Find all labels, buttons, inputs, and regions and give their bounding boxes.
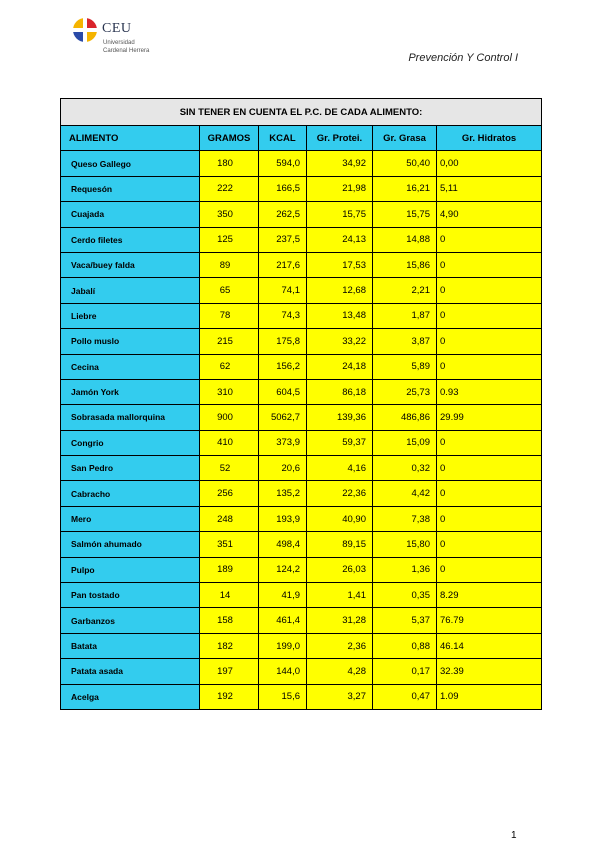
food-name: Garbanzos [61, 608, 200, 633]
protein-value: 86,18 [307, 379, 373, 404]
fat-value: 0,32 [373, 456, 437, 481]
protein-value: 12,68 [307, 278, 373, 303]
grams-value: 158 [200, 608, 259, 633]
fat-value: 15,86 [373, 252, 437, 277]
table-header-row [61, 126, 542, 151]
carbs-value: 0 [437, 252, 542, 277]
table-row [61, 202, 542, 227]
fat-value: 3,87 [373, 329, 437, 354]
table-row [61, 430, 542, 455]
food-name: Vaca/buey falda [61, 252, 200, 277]
col-header-kcal: KCAL [259, 126, 307, 151]
fat-value: 0,17 [373, 659, 437, 684]
carbs-value: 0 [437, 532, 542, 557]
grams-value: 350 [200, 202, 259, 227]
grams-value: 89 [200, 252, 259, 277]
protein-value: 3,27 [307, 684, 373, 709]
protein-value: 59,37 [307, 430, 373, 455]
food-name: Sobrasada mallorquina [61, 405, 200, 430]
protein-value: 15,75 [307, 202, 373, 227]
ceu-emblem-icon [72, 17, 98, 43]
kcal-value: 74,1 [259, 278, 307, 303]
carbs-value: 46.14 [437, 633, 542, 658]
fat-value: 5,37 [373, 608, 437, 633]
carbs-value: 76.79 [437, 608, 542, 633]
grams-value: 62 [200, 354, 259, 379]
col-header-gramos: GRAMOS [200, 126, 259, 151]
kcal-value: 135,2 [259, 481, 307, 506]
protein-value: 89,15 [307, 532, 373, 557]
grams-value: 189 [200, 557, 259, 582]
protein-value: 31,28 [307, 608, 373, 633]
table-row [61, 405, 542, 430]
fat-value: 25,73 [373, 379, 437, 404]
fat-value: 486,86 [373, 405, 437, 430]
kcal-value: 156,2 [259, 354, 307, 379]
table-row [61, 379, 542, 404]
food-name: Queso Gallego [61, 151, 200, 176]
grams-value: 310 [200, 379, 259, 404]
protein-value: 21,98 [307, 176, 373, 201]
kcal-value: 461,4 [259, 608, 307, 633]
grams-value: 351 [200, 532, 259, 557]
grams-value: 900 [200, 405, 259, 430]
table-row [61, 329, 542, 354]
protein-value: 33,22 [307, 329, 373, 354]
header-note: Prevención Y Control I [408, 52, 518, 64]
table-row [61, 532, 542, 557]
carbs-value: 0 [437, 456, 542, 481]
protein-value: 24,13 [307, 227, 373, 252]
grams-value: 256 [200, 481, 259, 506]
table-row [61, 506, 542, 531]
kcal-value: 175,8 [259, 329, 307, 354]
carbs-value: 0,00 [437, 151, 542, 176]
carbs-value: 4,90 [437, 202, 542, 227]
protein-value: 40,90 [307, 506, 373, 531]
kcal-value: 594,0 [259, 151, 307, 176]
carbs-value: 0 [437, 227, 542, 252]
grams-value: 52 [200, 456, 259, 481]
carbs-value: 0 [437, 354, 542, 379]
grams-value: 248 [200, 506, 259, 531]
fat-value: 0,47 [373, 684, 437, 709]
fat-value: 0,35 [373, 583, 437, 608]
fat-value: 2,21 [373, 278, 437, 303]
food-name: Salmón ahumado [61, 532, 200, 557]
table-row [61, 303, 542, 328]
table-row [61, 278, 542, 303]
kcal-value: 166,5 [259, 176, 307, 201]
food-name: San Pedro [61, 456, 200, 481]
fat-value: 50,40 [373, 151, 437, 176]
protein-value: 139,36 [307, 405, 373, 430]
food-table [60, 98, 542, 710]
kcal-value: 144,0 [259, 659, 307, 684]
food-name: Congrio [61, 430, 200, 455]
carbs-value: 0 [437, 506, 542, 531]
logo-subtitle-2: Cardenal Herrera [103, 48, 150, 54]
logo-name: CEU [102, 21, 132, 36]
food-name: Cabracho [61, 481, 200, 506]
fat-value: 4,42 [373, 481, 437, 506]
fat-value: 15,09 [373, 430, 437, 455]
carbs-value: 0 [437, 329, 542, 354]
grams-value: 410 [200, 430, 259, 455]
kcal-value: 74,3 [259, 303, 307, 328]
kcal-value: 262,5 [259, 202, 307, 227]
logo-subtitle-1: Universidad [103, 40, 135, 46]
kcal-value: 20,6 [259, 456, 307, 481]
protein-value: 13,48 [307, 303, 373, 328]
table-row [61, 481, 542, 506]
table-title: SIN TENER EN CUENTA EL P.C. DE CADA ALIMENTO: [61, 99, 542, 126]
kcal-value: 193,9 [259, 506, 307, 531]
col-header-grasa: Gr. Grasa [373, 126, 437, 151]
grams-value: 222 [200, 176, 259, 201]
carbs-value: 0 [437, 303, 542, 328]
protein-value: 2,36 [307, 633, 373, 658]
page-number: 1 [511, 830, 517, 841]
kcal-value: 237,5 [259, 227, 307, 252]
kcal-value: 604,5 [259, 379, 307, 404]
grams-value: 197 [200, 659, 259, 684]
carbs-value: 1.09 [437, 684, 542, 709]
carbs-value: 0 [437, 557, 542, 582]
protein-value: 4,28 [307, 659, 373, 684]
kcal-value: 217,6 [259, 252, 307, 277]
table-row [61, 151, 542, 176]
kcal-value: 199,0 [259, 633, 307, 658]
kcal-value: 373,9 [259, 430, 307, 455]
protein-value: 22,36 [307, 481, 373, 506]
food-name: Cerdo filetes [61, 227, 200, 252]
kcal-value: 498,4 [259, 532, 307, 557]
fat-value: 16,21 [373, 176, 437, 201]
food-name: Pollo muslo [61, 329, 200, 354]
fat-value: 1,87 [373, 303, 437, 328]
food-name: Jamón York [61, 379, 200, 404]
col-header-alimento: ALIMENTO [61, 126, 200, 151]
food-name: Patata asada [61, 659, 200, 684]
protein-value: 24,18 [307, 354, 373, 379]
fat-value: 15,80 [373, 532, 437, 557]
grams-value: 65 [200, 278, 259, 303]
fat-value: 15,75 [373, 202, 437, 227]
protein-value: 26,03 [307, 557, 373, 582]
food-name: Pulpo [61, 557, 200, 582]
table-row [61, 456, 542, 481]
col-header-hidratos: Gr. Hidratos [437, 126, 542, 151]
col-header-proteinas: Gr. Protei. [307, 126, 373, 151]
food-name: Jabalí [61, 278, 200, 303]
grams-value: 14 [200, 583, 259, 608]
food-name: Acelga [61, 684, 200, 709]
food-name: Requesón [61, 176, 200, 201]
table-row [61, 176, 542, 201]
table-row [61, 252, 542, 277]
table-row [61, 557, 542, 582]
university-logo [72, 17, 182, 59]
food-name: Batata [61, 633, 200, 658]
protein-value: 17,53 [307, 252, 373, 277]
food-name: Mero [61, 506, 200, 531]
kcal-value: 41,9 [259, 583, 307, 608]
grams-value: 125 [200, 227, 259, 252]
carbs-value: 5,11 [437, 176, 542, 201]
table-row [61, 227, 542, 252]
grams-value: 180 [200, 151, 259, 176]
kcal-value: 124,2 [259, 557, 307, 582]
carbs-value: 0 [437, 481, 542, 506]
carbs-value: 0 [437, 430, 542, 455]
food-name: Cuajada [61, 202, 200, 227]
carbs-value: 0 [437, 278, 542, 303]
fat-value: 7,38 [373, 506, 437, 531]
food-name: Liebre [61, 303, 200, 328]
table-row [61, 583, 542, 608]
kcal-value: 15,6 [259, 684, 307, 709]
food-name: Cecina [61, 354, 200, 379]
table-row [61, 659, 542, 684]
grams-value: 215 [200, 329, 259, 354]
carbs-value: 32.39 [437, 659, 542, 684]
protein-value: 1,41 [307, 583, 373, 608]
carbs-value: 8.29 [437, 583, 542, 608]
fat-value: 0,88 [373, 633, 437, 658]
protein-value: 34,92 [307, 151, 373, 176]
grams-value: 182 [200, 633, 259, 658]
kcal-value: 5062,7 [259, 405, 307, 430]
protein-value: 4,16 [307, 456, 373, 481]
carbs-value: 29.99 [437, 405, 542, 430]
grams-value: 78 [200, 303, 259, 328]
grams-value: 192 [200, 684, 259, 709]
fat-value: 14,88 [373, 227, 437, 252]
carbs-value: 0.93 [437, 379, 542, 404]
fat-value: 1,36 [373, 557, 437, 582]
food-name: Pan tostado [61, 583, 200, 608]
table-row [61, 608, 542, 633]
table-row [61, 684, 542, 709]
fat-value: 5,89 [373, 354, 437, 379]
table-row [61, 354, 542, 379]
table-row [61, 633, 542, 658]
